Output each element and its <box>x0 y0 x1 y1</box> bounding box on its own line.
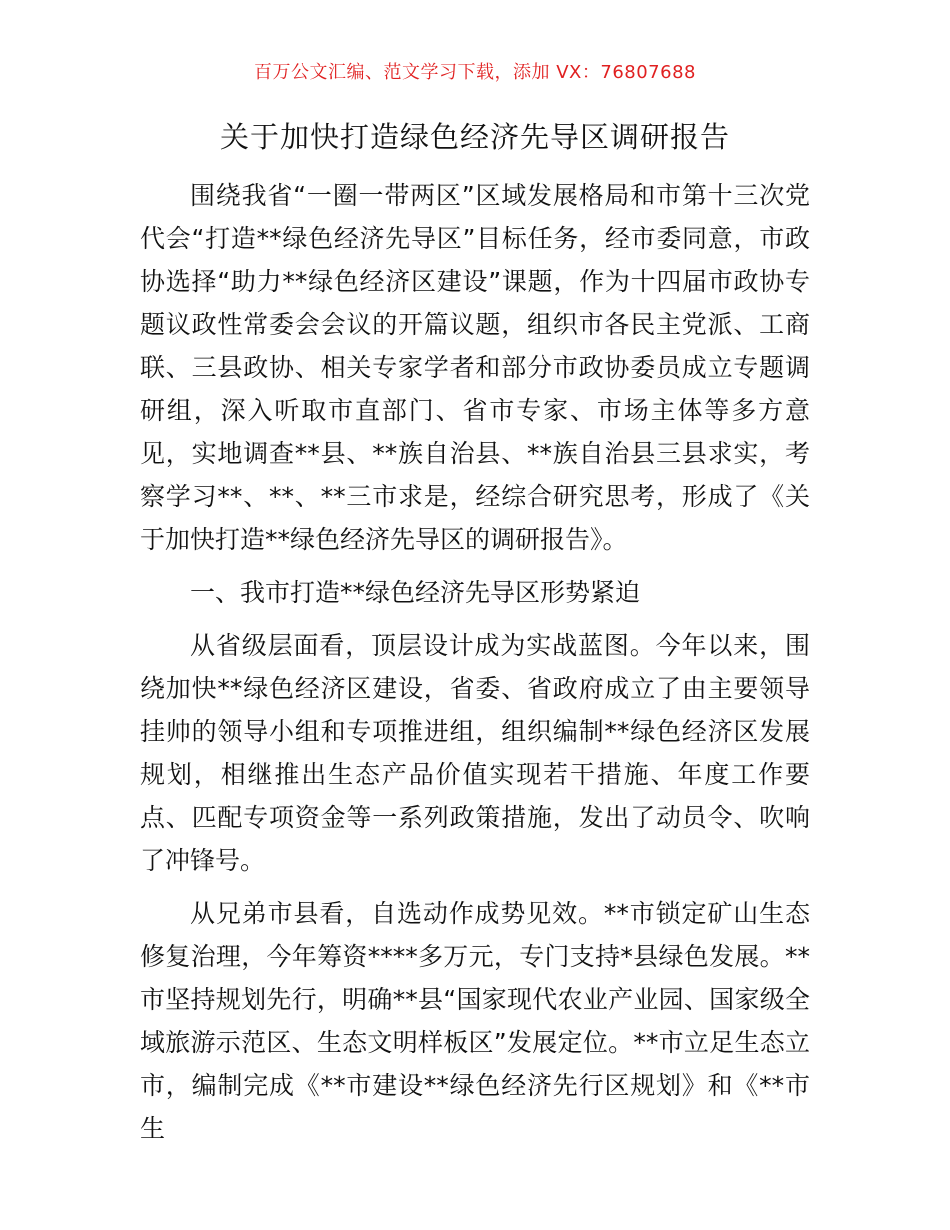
document-body <box>140 174 810 1160</box>
section-heading-1: 一、我市打造**绿色经济先导区形势紧迫 <box>190 578 641 607</box>
paragraph-sibling-cities: 从兄弟市县看，自选动作成势见效。**市锁定矿山生态修复治理，今年筹资****多万元，专门支持*县绿色发展。**市坚持规划先行，明确**县“国家现代农业产业园、国家级全域旅游示范区、生态文明样板区”发展定位。**市立足生态立市，编制完成《**市建设**绿色经济先行区规划》和《**市生 <box>140 899 810 1143</box>
document-title: 关于加快打造绿色经济先导区调研报告 <box>219 120 730 154</box>
paragraph-intro: 围绕我省“一圈一带两区”区域发展格局和市第十三次党代会“打造**绿色经济先导区”目标任务，经市委同意，市政协选择“助力**绿色经济区建设”课题，作为十四届市政协专题议政性常委会会议的开篇议题，组织市各民主党派、工商联、三县政协、相关专家学者和部分市政协委员成立专题调研组，深入听取市直部门、省市专家、市场主体等多方意见，实地调查**县、**族自治县、**族自治县三县求实，考察学习**、**、**三市求是，经综合研究思考，形成了《关于加快打造**绿色经济先导区的调研报告》。 <box>140 181 810 554</box>
watermark-header-note: 百万公文汇编、范文学习下载，添加 VX：76807688 <box>254 62 696 83</box>
paragraph-provincial-level: 从省级层面看，顶层设计成为实战蓝图。今年以来，围绕加快**绿色经济区建设，省委、省政府成立了由主要领导挂帅的领导小组和专项推进组，组织编制**绿色经济区发展规划，相继推出生态产品价值实现若干措施、年度工作要点、匹配专项资金等一系列政策措施，发出了动员令、吹响了冲锋号。 <box>140 631 810 875</box>
